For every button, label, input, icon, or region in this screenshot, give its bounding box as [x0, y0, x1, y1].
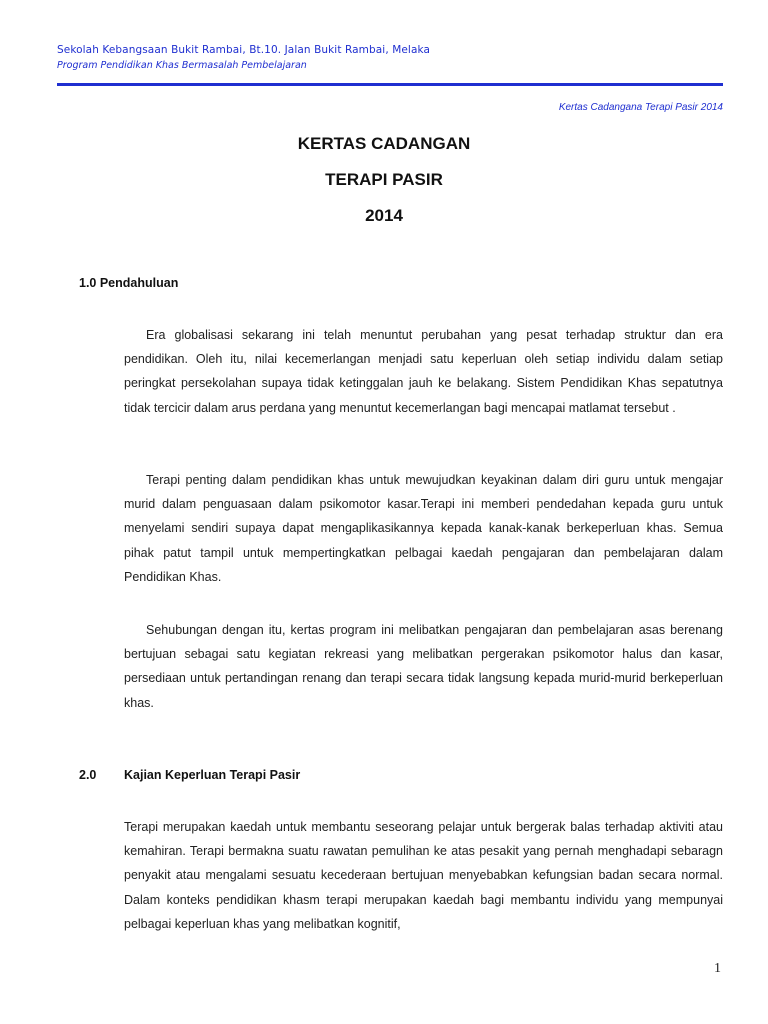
- section-2-heading: Kajian Keperluan Terapi Pasir: [124, 768, 301, 782]
- document-title-line-1: KERTAS CADANGAN: [297, 134, 471, 153]
- document-title-line-2: TERAPI PASIR: [325, 170, 443, 189]
- section-1-paragraph-1: Era globalisasi sekarang ini telah menuntut perubahan yang pesat terhadap struktur dan era pendidikan. Oleh itu, nilai kecemerlangan menjadi satu keperluan oleh setiap individu dalam setiap peringkat persekolahan supaya tidak ketinggalan jauh ke belakang. Sistem Pendidikan Khas sepatutnya tidak tercicir dalam arus perdana yang menuntut kecemerlangan bagi mencapai matlamat tersebut .: [124, 328, 723, 415]
- document-title-line-3: 2014: [365, 206, 403, 225]
- section-2-number: 2.0: [79, 768, 97, 782]
- header-program-line: Program Pendidikan Khas Bermasalah Pembelajaran: [57, 60, 307, 71]
- section-1-heading: 1.0 Pendahuluan: [79, 276, 179, 290]
- running-header: Kertas Cadangana Terapi Pasir 2014: [558, 102, 723, 113]
- section-1-paragraph-3: Sehubungan dengan itu, kertas program ini melibatkan pengajaran dan pembelajaran asas berenang bertujuan sebagai satu kegiatan rekreasi yang melibatkan pergerakan psikomotor halus dan kasar, persediaan untuk pertandingan renang dan terapi secara tidak langsung kepada murid-murid berkeperluan khas.: [124, 623, 723, 710]
- header-school-line: Sekolah Kebangsaan Bukit Rambai, Bt.10. Jalan Bukit Rambai, Melaka: [57, 44, 431, 56]
- page-number: 1: [714, 961, 721, 976]
- section-1-paragraph-2: Terapi penting dalam pendidikan khas untuk mewujudkan keyakinan dalam diri guru untuk mengajar murid dalam penguasaan dalam psikomotor kasar.Terapi ini memberi pendedahan kepada guru untuk menyelami sendiri supaya dapat mengaplikasikannya kepada kanak-kanak berkeperluan khas. Semua pihak patut tampil untuk mempertingkatkan pelbagai kaedah pengajaran dan pembelajaran dalam Pendidikan Khas.: [124, 473, 723, 584]
- header-divider: [57, 83, 723, 86]
- section-2-paragraph: Terapi merupakan kaedah untuk membantu seseorang pelajar untuk bergerak balas terhadap aktiviti atau kemahiran. Terapi bermakna suatu rawatan pemulihan ke atas pesakit yang pernah menghadapi sebaragn penyakit atau mengalami sesuatu kecederaan bertujuan menyebabkan kefungsian badan secara normal. Dalam konteks pendidikan khasm terapi merupakan kaedah bagi membantu individu yang mempunyai pelbagai keperluan khas yang melibatkan kognitif,: [124, 820, 723, 931]
